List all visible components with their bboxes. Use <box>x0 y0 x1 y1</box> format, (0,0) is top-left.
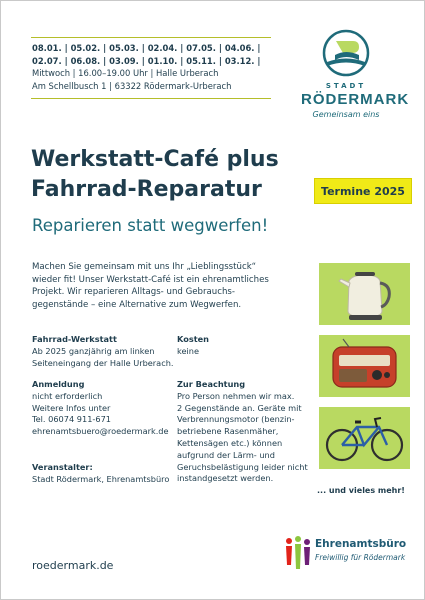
anmeldung-line-1: nicht erforderlich <box>32 390 103 401</box>
dates-line-2: 02.07. | 06.08. | 03.09. | 01.10. | 05.11. | 03.12. | <box>32 55 261 66</box>
address-line: Am Schellbusch 1 | 63322 Rödermark-Urberach <box>32 80 232 91</box>
kosten-block <box>177 334 209 358</box>
intro-line-1: Machen Sie gemeinsam mit uns Ihr „Lieblingsstück“ <box>32 262 257 272</box>
radio-icon <box>319 335 410 397</box>
anmeldung-line-3: Tel. 06074 911-671 <box>32 414 111 425</box>
ehren-title: Ehrenamtsbüro <box>315 538 407 550</box>
kosten-line-1: keine <box>177 345 199 356</box>
anmeldung-line-2: Weitere Infos unter <box>32 402 111 413</box>
title-line-2: Fahrrad-Reparatur <box>31 177 262 202</box>
dates-block <box>32 42 260 92</box>
page-subtitle: Reparieren statt wegwerfen! <box>32 216 269 235</box>
roedermark-logo <box>301 29 410 129</box>
kettle-icon <box>319 263 410 325</box>
intro-line-3: Projekt. Wir reparieren Alltags- und Gebrauchs- <box>32 287 235 298</box>
anmeldung-email[interactable]: ehrenamtsbuero@roedermark.de <box>32 426 169 437</box>
title-line-1: Werkstatt-Café plus <box>31 147 279 172</box>
beachtung-line-8: instandgesetzt werden. <box>177 473 274 484</box>
kosten-heading: Kosten <box>177 334 209 344</box>
beachtung-line-6: aufgrund der Lärm- und <box>177 449 275 460</box>
intro-line-2: wieder fit! Unser Werkstatt-Café ist ein ehrenamtliches <box>32 274 269 285</box>
ehrenamtsbuero-logo <box>283 535 413 575</box>
bottom-rule <box>31 98 271 99</box>
anmeldung-heading: Anmeldung <box>32 379 85 389</box>
fahrrad-heading: Fahrrad-Werkstatt <box>32 334 117 344</box>
roedermark-r-logo-icon <box>301 29 391 83</box>
beachtung-line-1: Pro Person nehmen wir max. <box>177 390 295 401</box>
beachtung-block <box>177 379 308 485</box>
beachtung-line-3: Verbrennungsmotor (benzin- <box>177 414 295 425</box>
bicycle-icon <box>319 407 410 469</box>
beachtung-line-2: 2 Gegenstände an. Geräte mit <box>177 402 302 413</box>
logo-tagline: Gemeinsam eins <box>312 110 380 119</box>
termine-badge: Termine 2025 <box>314 178 412 204</box>
people-icon <box>283 535 313 575</box>
beachtung-line-4: betriebene Rasenmäher, <box>177 426 279 437</box>
bicycle-image <box>319 407 410 469</box>
fahrrad-line-1: Ab 2025 ganzjährig am linken <box>32 345 155 356</box>
dates-line-1: 08.01. | 05.02. | 05.03. | 02.04. | 07.05. | 04.06. | <box>32 43 261 53</box>
veranstalter-heading: Veranstalter: <box>32 462 93 472</box>
beachtung-line-5: Kettensägen etc.) können <box>177 437 283 448</box>
veranstalter-block <box>32 462 169 486</box>
top-rule <box>31 37 271 38</box>
time-line: Mittwoch | 16.00–19.00 Uhr | Halle Urberach <box>32 68 219 79</box>
website-link[interactable]: roedermark.de <box>32 559 114 572</box>
more-text: ... und vieles mehr! <box>317 486 405 495</box>
beachtung-heading: Zur Beachtung <box>177 379 246 389</box>
fahrrad-line-2: Seiteneingang der Halle Urberach. <box>32 357 174 368</box>
page-title <box>31 145 279 205</box>
anmeldung-block <box>32 379 169 438</box>
intro-text <box>32 261 307 311</box>
radio-image <box>319 335 410 397</box>
logo-word-stadt: STADT <box>325 82 367 90</box>
veranstalter-line-1: Stadt Rödermark, Ehrenamtsbüro <box>32 473 170 484</box>
logo-word-roedermark: RÖDERMARK <box>301 91 410 108</box>
kettle-image <box>319 263 410 325</box>
intro-line-4: gegenstände – eine Alternative zum Wegwerfen. <box>32 299 242 310</box>
beachtung-line-7: Geruchsbelästigung leider nicht <box>177 461 308 472</box>
fahrrad-block <box>32 334 174 369</box>
ehren-tagline: Freiwillig für Rödermark <box>315 553 406 562</box>
